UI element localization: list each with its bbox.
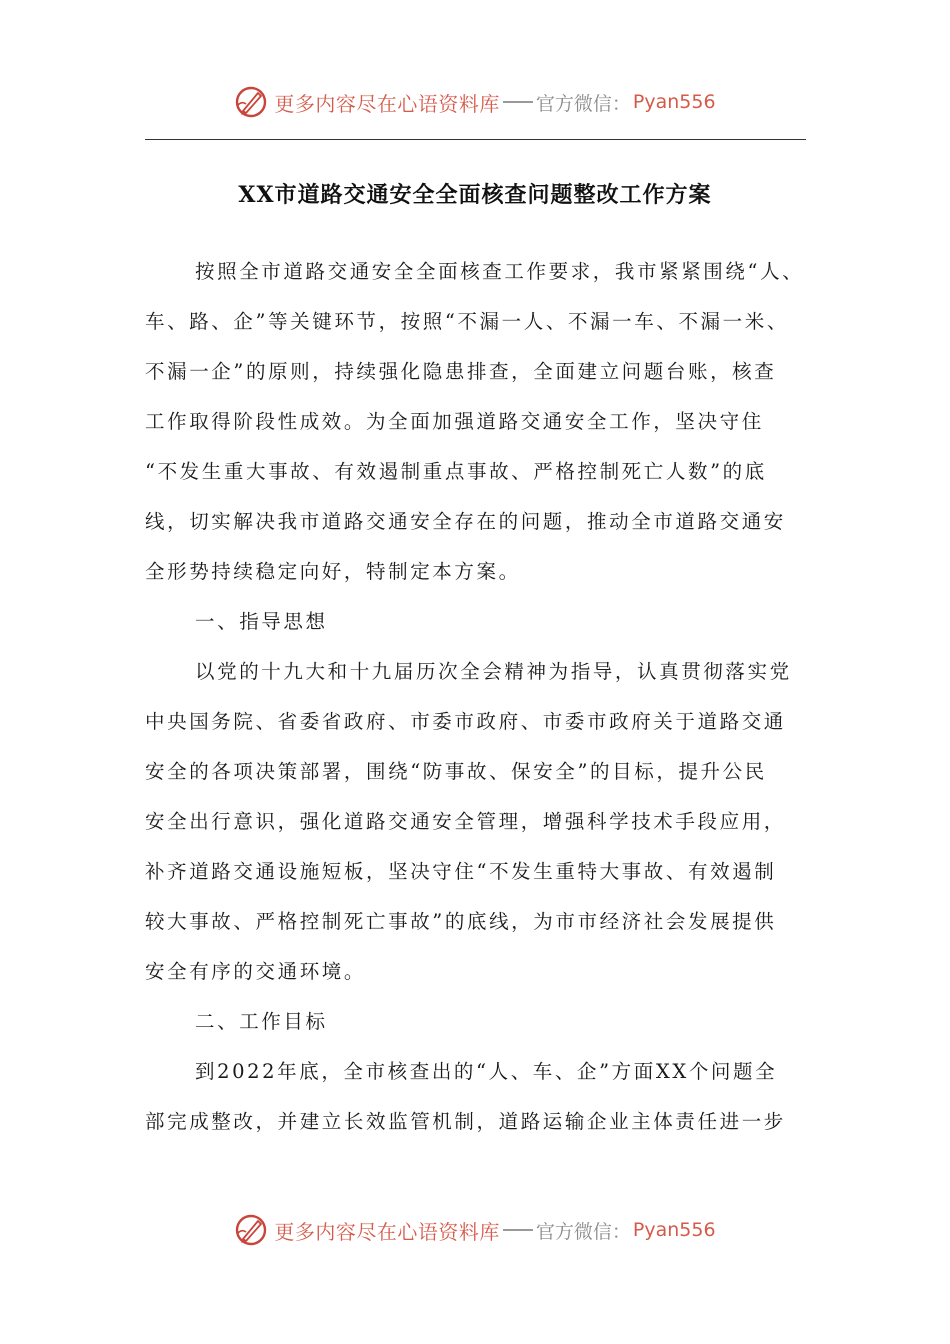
body-line: 补齐道路交通设施短板，坚决守住“不发生重特大事故、有效遏制	[145, 860, 777, 883]
header-banner	[0, 80, 950, 124]
body-line: 按照全市道路交通安全全面核查工作要求，我市紧紧围绕“人、	[195, 260, 805, 283]
pen-logo-icon	[234, 85, 268, 119]
header-divider	[145, 139, 806, 140]
body-line: 中央国务院、省委省政府、市委市政府、市委市政府关于道路交通	[145, 710, 786, 733]
banner-wechat-id: Pyan556	[632, 1219, 716, 1241]
body-line: 全形势持续稳定向好，特制定本方案。	[145, 560, 521, 583]
body-line: 车、路、企”等关键环节，按照“不漏一人、不漏一车、不漏一米、	[145, 310, 789, 333]
body-line: 到2022年底，全市核查出的“人、车、企”方面XX个问题全	[195, 1060, 778, 1083]
banner-wechat-label: 官方微信：	[535, 1220, 631, 1243]
footer-banner	[0, 1208, 950, 1252]
pen-logo-icon	[234, 1213, 268, 1247]
banner-wechat-id: Pyan556	[632, 91, 716, 113]
banner-brand-text: 更多内容尽在心语资料库	[274, 91, 500, 116]
body-line: 不漏一企”的原则，持续强化隐患排查，全面建立问题台账，核查	[145, 360, 777, 383]
banner-wechat-label: 官方微信：	[535, 92, 631, 115]
banner-dash	[503, 101, 533, 103]
document-title: XX市道路交通安全全面核查问题整改工作方案	[238, 182, 712, 208]
body-line: 以党的十九大和十九届历次全会精神为指导，认真贯彻落实党	[195, 660, 792, 683]
section-heading: 二、工作目标	[195, 1010, 328, 1033]
section-heading: 一、指导思想	[195, 610, 328, 633]
body-line: 部完成整改，并建立长效监管机制，道路运输企业主体责任进一步	[145, 1110, 786, 1133]
body-line: 较大事故、严格控制死亡事故”的底线，为市市经济社会发展提供	[145, 910, 777, 933]
body-line: 安全的各项决策部署，围绕“防事故、保安全”的目标，提升公民	[145, 760, 767, 783]
document-body	[145, 247, 810, 1147]
banner-brand-text: 更多内容尽在心语资料库	[274, 1219, 500, 1244]
body-line: 安全有序的交通环境。	[145, 960, 367, 983]
banner-dash	[503, 1229, 533, 1231]
body-line: 安全出行意识，强化道路交通安全管理，增强科学技术手段应用，	[145, 810, 786, 833]
body-line: 线，切实解决我市道路交通安全存在的问题，推动全市道路交通安	[145, 510, 786, 533]
body-line: “不发生重大事故、有效遏制重点事故、严格控制死亡人数”的底	[145, 460, 767, 483]
body-line: 工作取得阶段性成效。为全面加强道路交通安全工作，坚决守住	[145, 410, 764, 433]
